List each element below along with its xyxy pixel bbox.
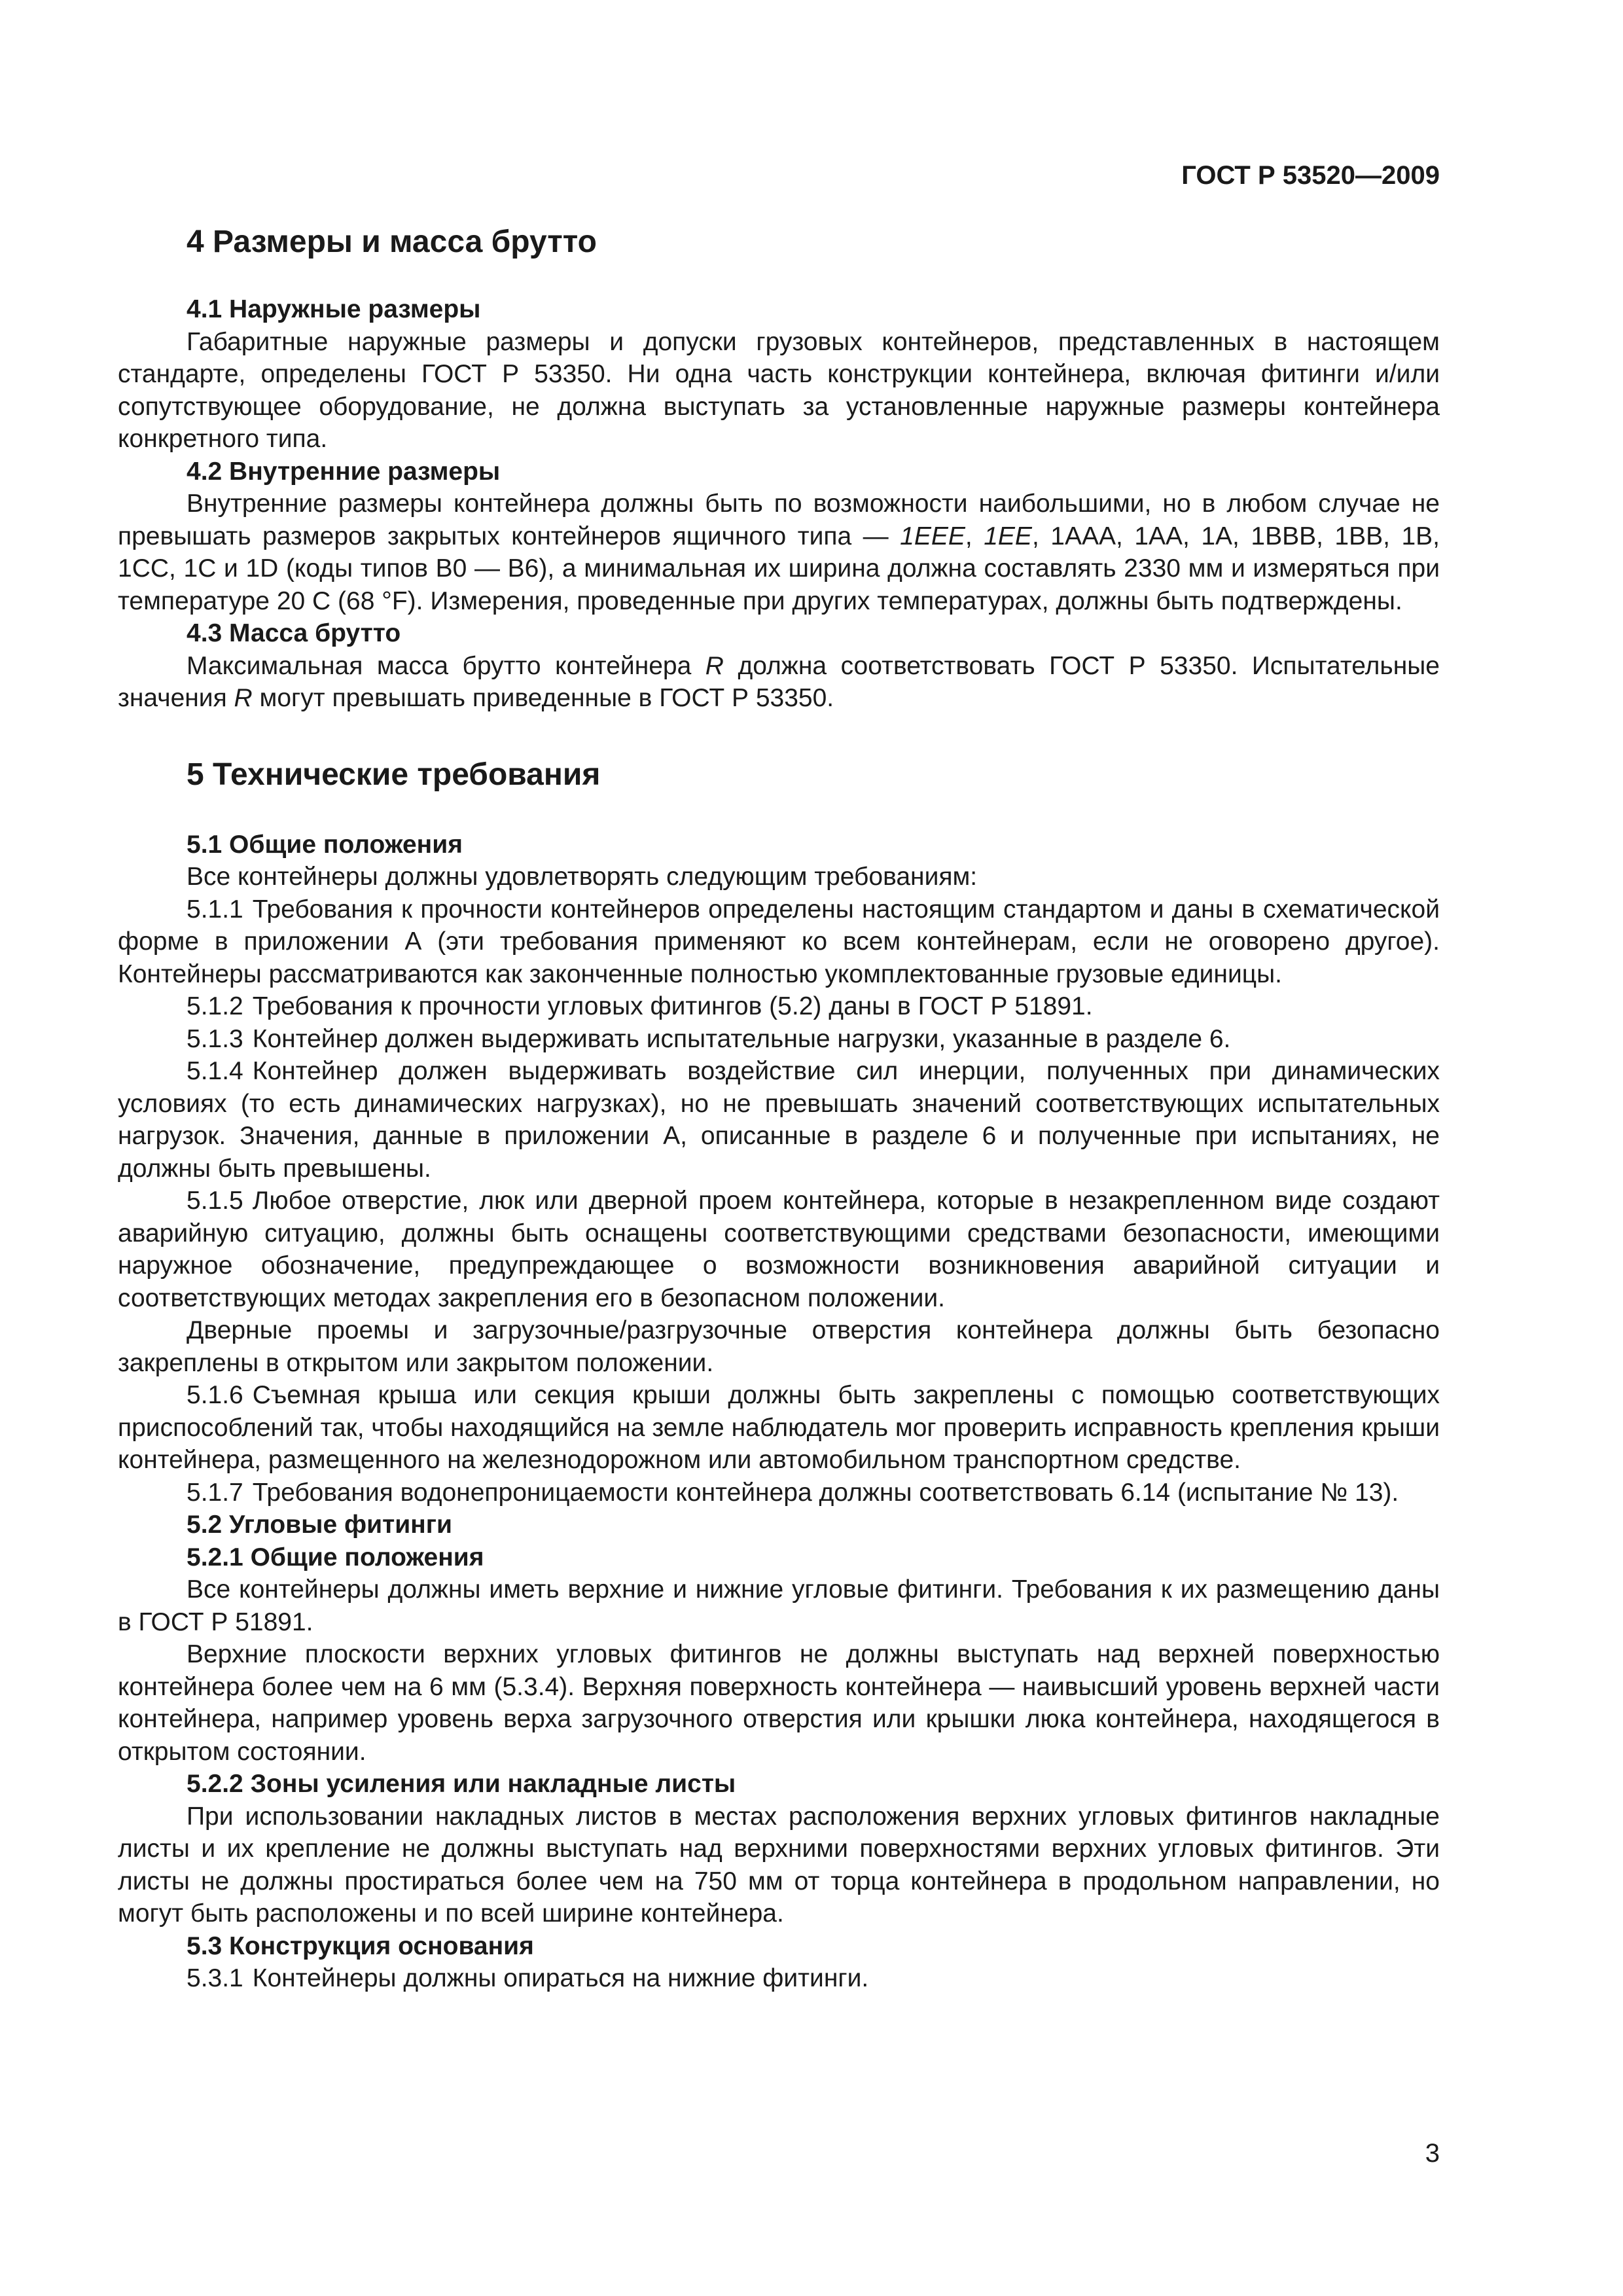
clause-5-1-6: 5.1.6 Съемная крыша или секция крыши должны быть закреплены с помощью соответствующих приспособлений так, чтобы находящийся на земле наблюдатель мог проверить исправность крепления крыши контейнера, размещенного на железнодорожном или автомобильном транспортном средстве. bbox=[118, 1381, 1440, 1474]
subsection-4-3-heading: 4.3 Масса брутто bbox=[187, 619, 401, 647]
subsection-4-1-heading: 4.1 Наружные размеры bbox=[187, 295, 481, 323]
paragraph: Внутренние размеры контейнера должны быть по возможности наибольшими, но в любом случае не превышать размеров закрытых контейнеров ящичного типа — 1EEE, 1EE, 1AAA, 1AA, 1A, 1BBB, 1BB, 1B, 1CC, 1C и 1D (коды типов B0 — B6), а минимальная их ширина должна составлять 2330 мм и измеряться при температуре 20 C (68 °F). Измерения, проведенные при других температурах, должны быть подтверждены. bbox=[118, 490, 1440, 615]
paragraph: Все контейнеры должны иметь верхние и нижние угловые фитинги. Требования к их размещению даны в ГОСТ Р 51891. bbox=[118, 1575, 1440, 1636]
clause-5-1-2: 5.1.2 Требования к прочности угловых фитингов (5.2) даны в ГОСТ Р 51891. bbox=[187, 992, 1093, 1020]
subsection-5-2-heading: 5.2 Угловые фитинги bbox=[187, 1511, 452, 1539]
clause-5-1-4: 5.1.4 Контейнер должен выдерживать воздействие сил инерции, полученных при динамических условиях (то есть динамических нагрузках), но не превышать значений соответствующих испытательных нагрузок. Значения, данные в приложении А, описанные в разделе 6 и полученные при испытаниях, не должны быть превышены. bbox=[118, 1057, 1440, 1183]
document-code: ГОСТ Р 53520—2009 bbox=[1181, 161, 1440, 190]
paragraph: Верхние плоскости верхних угловых фитингов не должны выступать над верхней поверхностью контейнера более чем на 6 мм (5.3.4). Верхняя поверхность контейнера — наивысший уровень верхней части контейнера, например уровень верха загрузочного отверстия или крышки люка контейнера, находящегося в открытом состоянии. bbox=[118, 1640, 1440, 1766]
clause-5-1-3: 5.1.3 Контейнер должен выдерживать испытательные нагрузки, указанные в разделе 6. bbox=[187, 1024, 1231, 1053]
paragraph: Дверные проемы и загрузочные/разгрузочные отверстия контейнера должны быть безопасно закреплены в открытом или закрытом положении. bbox=[118, 1316, 1440, 1377]
clause-5-3-1: 5.3.1 Контейнеры должны опираться на нижние фитинги. bbox=[187, 1964, 869, 1992]
section-4-title: 4 Размеры и масса брутто bbox=[187, 224, 597, 259]
clause-5-1-7: 5.1.7 Требования водонепроницаемости контейнера должны соответствовать 6.14 (испытание № 13). bbox=[187, 1478, 1399, 1507]
section-5-title: 5 Технические требования bbox=[187, 757, 601, 792]
paragraph: Максимальная масса брутто контейнера R должна соответствовать ГОСТ Р 53350. Испытательные значения R могут превышать приведенные в ГОСТ Р 53350. bbox=[118, 651, 1440, 712]
subsection-5-2-1-heading: 5.2.1 Общие положения bbox=[187, 1543, 484, 1571]
paragraph: При использовании накладных листов в местах расположения верхних угловых фитингов накладные листы и их крепление не должны выступать над верхними поверхностями верхних угловых фитингов. Эти листы не должны простираться более чем на 750 мм от торца контейнера в продольном направлении, но могут быть расположены и по всей ширине контейнера. bbox=[118, 1802, 1440, 1928]
subsection-5-2-2-heading: 5.2.2 Зоны усиления или накладные листы bbox=[187, 1770, 736, 1798]
page-number: 3 bbox=[1425, 2139, 1440, 2168]
paragraph: Габаритные наружные размеры и допуски грузовых контейнеров, представленных в настоящем стандарте, определены ГОСТ Р 53350. Ни одна часть конструкции контейнера, включая фитинги и/или сопутствующее оборудование, не должна выступать за установленные наружные размеры контейнера конкретного типа. bbox=[118, 327, 1440, 453]
subsection-4-2-heading: 4.2 Внутренние размеры bbox=[187, 457, 501, 486]
clause-5-1-1: 5.1.1 Требования к прочности контейнеров определены настоящим стандартом и даны в схематической форме в приложении А (эти требования применяют ко всем контейнерам, если не оговорено другое). Контейнеры рассматриваются как законченные полностью укомплектованные грузовые единицы. bbox=[118, 895, 1440, 988]
page-body bbox=[118, 223, 1440, 1995]
paragraph: Все контейнеры должны удовлетворять следующим требованиям: bbox=[187, 863, 978, 891]
subsection-5-1-heading: 5.1 Общие положения bbox=[187, 830, 463, 859]
clause-5-1-5: 5.1.5 Любое отверстие, люк или дверной проем контейнера, которые в незакрепленном виде создают аварийную ситуацию, должны быть оснащены соответствующими средствами безопасности, имеющими наружное обозначение, предупреждающее о возможности возникновения аварийной ситуации и соответствующих методах закрепления его в безопасном положении. bbox=[118, 1187, 1440, 1312]
subsection-5-3-heading: 5.3 Конструкция основания bbox=[187, 1931, 534, 1960]
